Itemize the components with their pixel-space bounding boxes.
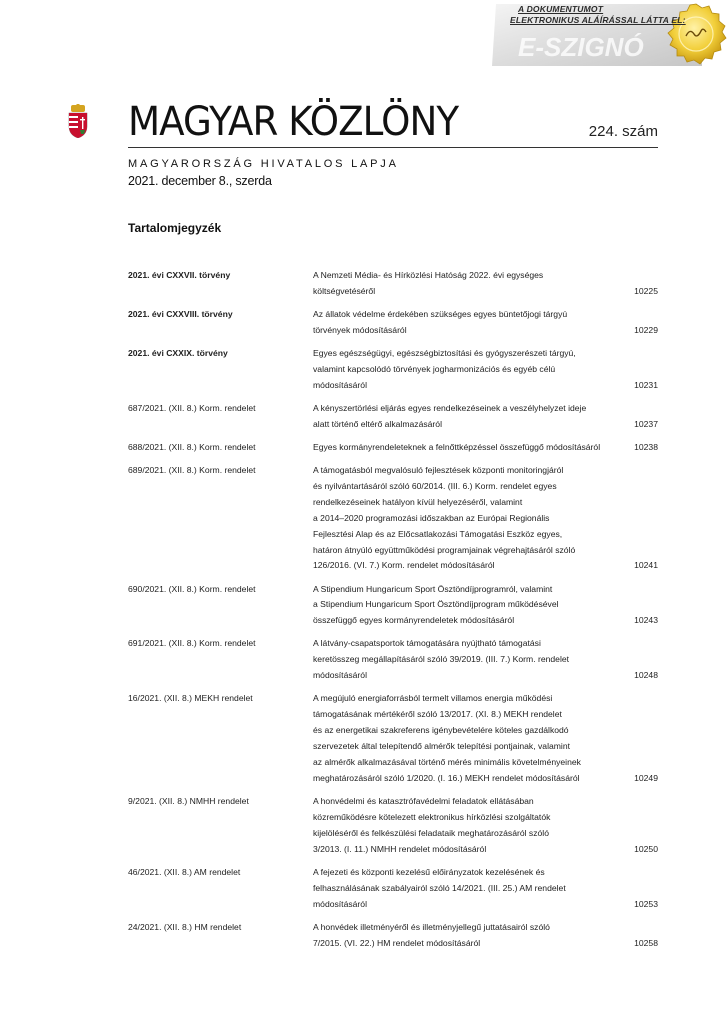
toc-entry-description-line: A honvédelmi és katasztrófavédelmi feladatok ellátásában xyxy=(313,795,534,806)
toc-entry-description xyxy=(313,463,623,574)
toc-entry-reference: 2021. évi CXXVII. törvény xyxy=(128,270,231,280)
toc-entry-page-number: 10243 xyxy=(634,615,658,626)
toc-entry-description-line: A támogatásból megvalósuló fejlesztések központi monitoringjáról xyxy=(313,465,564,475)
toc-entry-description-line: valamint kapcsolódó törvények jogharmonizációs és egyéb célú xyxy=(313,363,556,374)
toc-entry-description xyxy=(313,794,623,858)
toc-entry[interactable] xyxy=(128,440,658,456)
toc-entry[interactable] xyxy=(128,307,658,339)
toc-entry-description-line: Fejlesztési Alap és az Előcsatlakozási Támogatási Eszköz egyes, xyxy=(313,528,563,539)
toc-entry-description xyxy=(313,268,623,300)
toc-entry[interactable] xyxy=(128,463,658,574)
toc-entry-description-line: közreműködésre kötelezett elektronikus hírközlési szolgáltatók xyxy=(313,811,551,822)
toc-entry-description xyxy=(313,865,623,913)
toc-entry-description-line: módosításáról xyxy=(313,670,367,681)
toc-entry-description-line: A megújuló energiaforrásból termelt villamos energia működési xyxy=(313,693,553,704)
toc-entry-reference: 688/2021. (XII. 8.) Korm. rendelet xyxy=(128,441,256,452)
publication-subtitle: MAGYARORSZÁG HIVATALOS LAPJA xyxy=(128,158,399,170)
toc-entry-description-line: alatt történő eltérő alkalmazásáról xyxy=(313,418,442,429)
publication-title: MAGYAR KÖZLÖNY xyxy=(128,99,459,145)
toc-entry-page-number: 10225 xyxy=(634,285,658,296)
toc-entry-description xyxy=(313,346,623,394)
stamp-line-1: A DOKUMENTUMOT xyxy=(518,4,604,14)
toc-entry-description xyxy=(313,636,623,684)
toc-entry-reference: 689/2021. (XII. 8.) Korm. rendelet xyxy=(128,465,256,475)
toc-entry-description-line: 126/2016. (VI. 7.) Korm. rendelet módosításáról xyxy=(313,560,495,571)
toc-entry-page-number: 10231 xyxy=(634,379,658,390)
publication-date: 2021. december 8., szerda xyxy=(128,174,272,188)
toc-heading: Tartalomjegyzék xyxy=(128,221,222,235)
toc-entry-description-line: módosításáról xyxy=(313,898,367,909)
toc-entry-page-number: 10258 xyxy=(634,937,658,948)
toc-entry-page-number: 10241 xyxy=(634,560,658,571)
toc-entry-description-line: és nyilvántartásáról szóló 60/2014. (III. 6.) Korm. rendelet egyes xyxy=(313,480,557,491)
toc-entry-page-number: 10249 xyxy=(634,772,658,783)
toc-entry-description-line: Az állatok védelme érdekében szükséges egyes büntetőjogi tárgyú xyxy=(313,309,568,319)
toc-entry-reference: 691/2021. (XII. 8.) Korm. rendelet xyxy=(128,638,256,649)
toc-entry-description-line: és az energetikai szakreferens igénybevételére köteles gazdálkodó xyxy=(313,725,569,736)
toc-entry-page-number: 10237 xyxy=(634,418,658,429)
toc-entry-page-number: 10238 xyxy=(634,441,658,452)
toc-entry[interactable] xyxy=(128,636,658,684)
toc-entry-reference: 690/2021. (XII. 8.) Korm. rendelet xyxy=(128,583,256,594)
toc-entry-reference: 2021. évi CXXIX. törvény xyxy=(128,348,228,358)
toc-entry-description-line: 7/2015. (VI. 22.) HM rendelet módosításáról xyxy=(313,937,481,948)
toc-entry-description-line: A kényszertörlési eljárás egyes rendelkezéseinek a veszélyhelyzet ideje xyxy=(313,402,587,413)
header-divider xyxy=(128,147,658,148)
stamp-brand: E-SZIGNÓ xyxy=(518,32,644,62)
toc-entry-description-line: határon átnyúló együttműködési programjainak végrehajtásáról szóló xyxy=(313,544,576,555)
toc-entry-description-line: a Stipendium Hungaricum Sport Ösztöndíjprogram működésével xyxy=(313,599,559,610)
toc-entry-description-line: A Nemzeti Média- és Hírközlési Hatóság 2022. évi egységes xyxy=(313,270,544,280)
toc-entry-description-line: az almérők alkalmazásával történő mérés minimális követelményeinek xyxy=(313,756,581,767)
toc-entry-description-line: összefüggő egyes kormányrendeletek módosításáról xyxy=(313,615,515,626)
toc-entry-reference: 16/2021. (XII. 8.) MEKH rendelet xyxy=(128,693,253,704)
toc-entry[interactable] xyxy=(128,691,658,786)
toc-entry-description-line: A látvány-csapatsportok támogatására nyújtható támogatási xyxy=(313,638,541,649)
toc-entry-description xyxy=(313,307,623,339)
toc-entry[interactable] xyxy=(128,865,658,913)
toc-entry-reference: 46/2021. (XII. 8.) AM rendelet xyxy=(128,866,241,877)
issue-number: 224. szám xyxy=(588,123,658,140)
toc-entry-description-line: kijelöléséről és felkészülési feladataik meghatározásáról szóló xyxy=(313,827,549,838)
toc-entry[interactable] xyxy=(128,794,658,858)
toc-entry-description-line: 3/2013. (I. 11.) NMHH rendelet módosításáról xyxy=(313,843,487,854)
toc-entry-description-line: támogatásának mértékéről szóló 13/2017. (XI. 8.) MEKH rendelet xyxy=(313,709,562,720)
toc-entry[interactable] xyxy=(128,346,658,394)
toc-entry[interactable] xyxy=(128,920,658,952)
toc-entry-description xyxy=(313,920,623,952)
toc-entry-page-number: 10229 xyxy=(634,324,658,335)
toc-entry-reference: 24/2021. (XII. 8.) HM rendelet xyxy=(128,921,242,932)
toc-entry-description-line: szervezetek által telepítendő almérők telepítési pontjainak, valamint xyxy=(313,741,570,752)
toc-entry-description-line: rendelkezéseinek hatályon kívül helyezéséről, valamint xyxy=(313,496,523,507)
stamp-line-2: ELEKTRONIKUS ALÁÍRÁSSAL LÁTTA EL: xyxy=(510,15,686,25)
toc-entry-reference: 687/2021. (XII. 8.) Korm. rendelet xyxy=(128,402,256,413)
toc-entry[interactable] xyxy=(128,268,658,300)
toc-entry-description-line: felhasználásának szabályairól szóló 14/2021. (III. 25.) AM rendelet xyxy=(313,882,566,893)
toc-entry-description-line: törvények módosításáról xyxy=(313,324,407,335)
toc-entry-description-line: A Stipendium Hungaricum Sport Ösztöndíjprogramról, valamint xyxy=(313,583,553,594)
table-of-contents xyxy=(128,268,658,959)
toc-entry-description-line: meghatározásáról szóló 1/2020. (I. 16.) MEKH rendelet módosításáról xyxy=(313,772,580,783)
toc-entry[interactable] xyxy=(128,401,658,433)
toc-entry-description xyxy=(313,691,623,786)
toc-entry-page-number: 10253 xyxy=(634,898,658,909)
toc-entry-description-line: Egyes kormányrendeleteknek a felnőttképzéssel összefüggő módosításáról xyxy=(313,441,601,452)
toc-entry-description xyxy=(313,440,623,456)
toc-entry-description xyxy=(313,582,623,630)
toc-entry-reference: 2021. évi CXXVIII. törvény xyxy=(128,309,233,319)
toc-entry-page-number: 10250 xyxy=(634,843,658,854)
e-signature-stamp xyxy=(488,0,728,68)
toc-entry-description-line: a 2014–2020 programozási időszakban az Európai Regionális xyxy=(313,512,550,523)
toc-entry-description-line: A honvédek illetményéről és illetményjellegű juttatásairól szóló xyxy=(313,921,550,932)
toc-entry-description-line: keretösszeg megállapításáról szóló 39/2019. (III. 7.) Korm. rendelet xyxy=(313,654,570,665)
toc-entry[interactable] xyxy=(128,582,658,630)
toc-entry-description xyxy=(313,401,623,433)
toc-entry-description-line: módosításáról xyxy=(313,379,367,390)
toc-entry-reference: 9/2021. (XII. 8.) NMHH rendelet xyxy=(128,795,249,806)
toc-entry-page-number: 10248 xyxy=(634,670,658,681)
coat-of-arms-icon xyxy=(68,104,88,138)
toc-entry-description-line: A fejezeti és központi kezelésű előirányzatok kezelésének és xyxy=(313,866,545,877)
toc-entry-description-line: Egyes egészségügyi, egészségbiztosítási és gyógyszerészeti tárgyú, xyxy=(313,348,576,358)
toc-entry-description-line: költségvetéséről xyxy=(313,285,376,296)
